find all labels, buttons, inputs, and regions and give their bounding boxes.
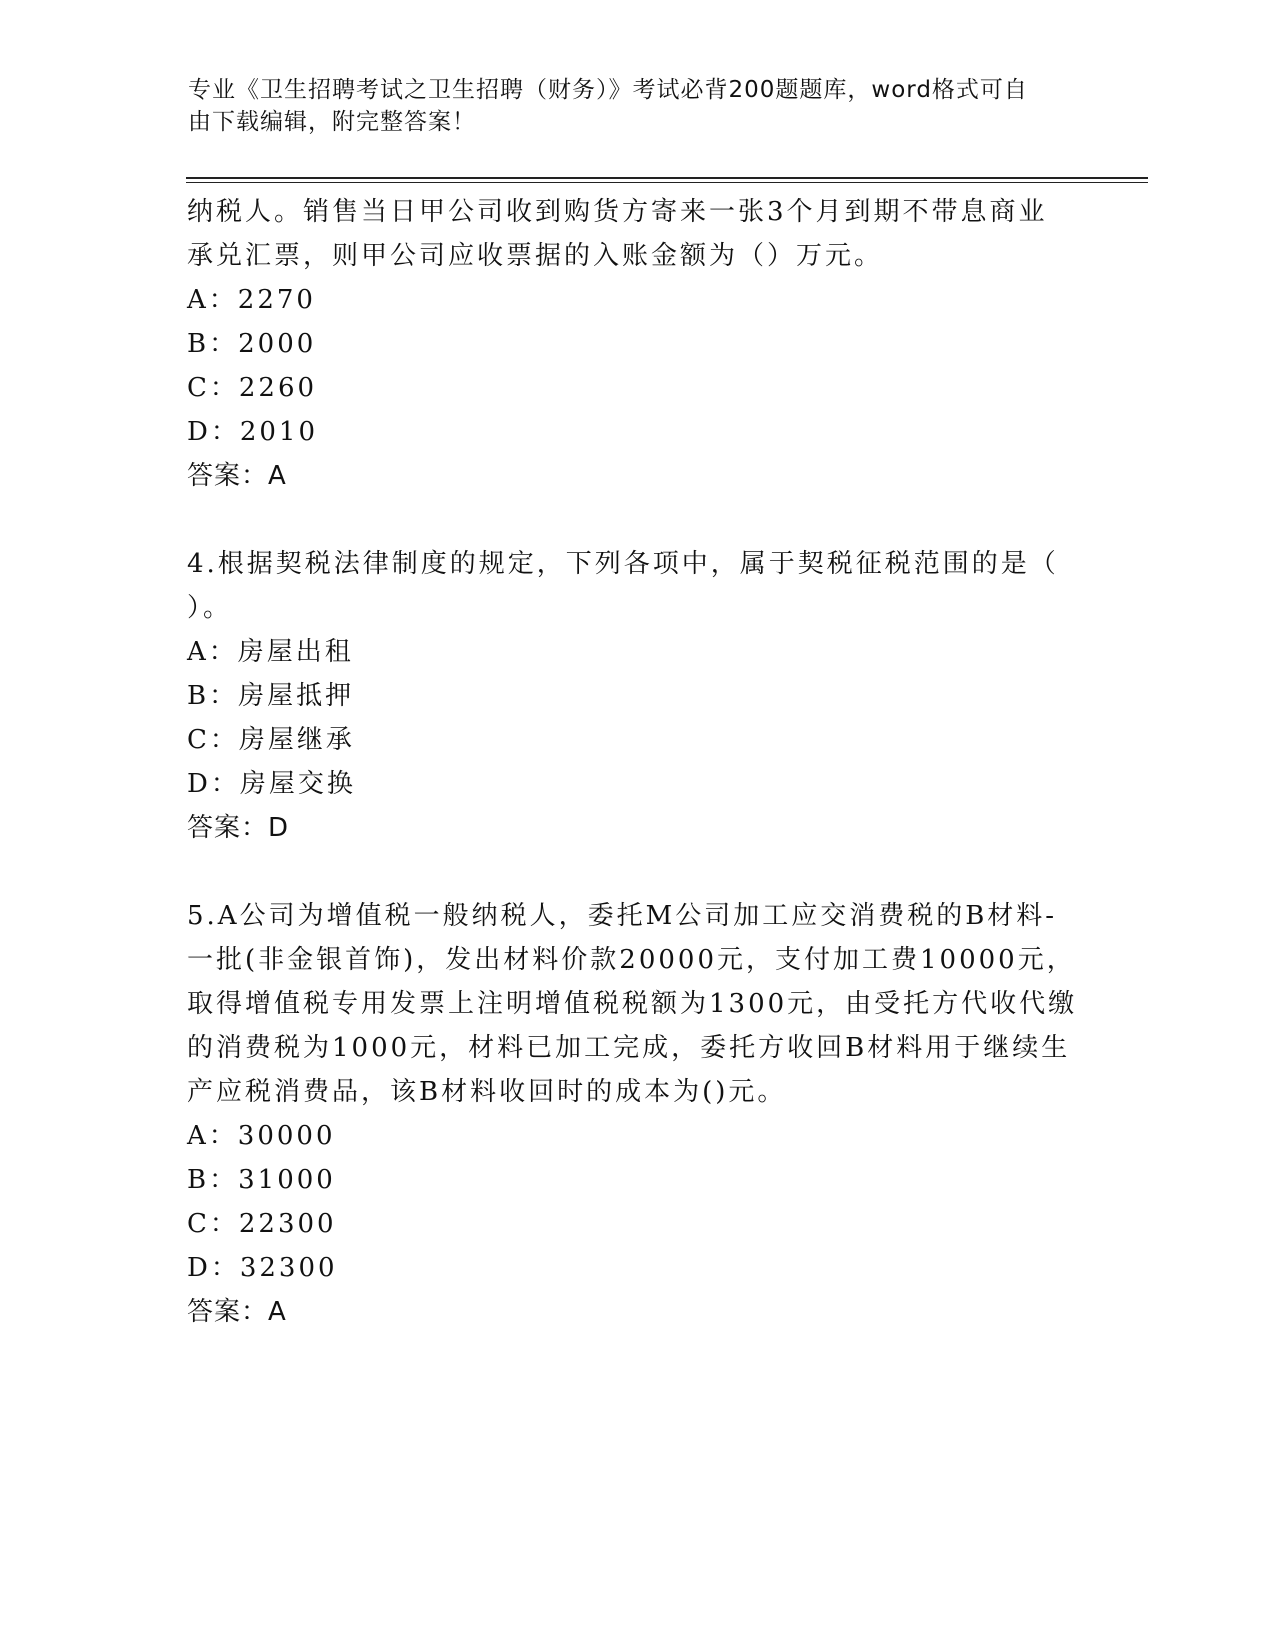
question-text-line: 承兑汇票，则甲公司应收票据的入账金额为（）万元。	[187, 241, 884, 271]
option-b: B：房屋抵押	[187, 681, 355, 711]
question-text-line: 的消费税为1000元，材料已加工完成，委托方收回B材料用于继续生	[187, 1033, 1071, 1063]
question-list	[187, 190, 1087, 1334]
question-text-line: ）。	[187, 593, 233, 623]
option-a: A：房屋出租	[187, 637, 354, 667]
option-d: D：2010	[187, 417, 319, 447]
option-c: C：22300	[187, 1209, 337, 1239]
answer-label: 答案：A	[187, 461, 287, 491]
question-4	[187, 542, 1087, 850]
option-d: D：32300	[187, 1253, 338, 1283]
question-text-line: 5.A公司为增值税一般纳税人，委托M公司加工应交消费税的B材料-	[187, 901, 1058, 931]
option-d: D：房屋交换	[187, 769, 356, 799]
document-header	[188, 74, 1068, 138]
question-text-line: 一批(非金银首饰)，发出材料价款20000元，支付加工费10000元，	[187, 945, 1076, 975]
question-5	[187, 894, 1087, 1334]
option-b: B：31000	[187, 1165, 336, 1195]
question-spacer	[187, 850, 1087, 894]
question-spacer	[187, 498, 1087, 542]
question-text-line: 产应税消费品，该B材料收回时的成本为()元。	[187, 1077, 787, 1107]
option-a: A：2270	[187, 285, 316, 315]
option-a: A：30000	[187, 1121, 336, 1151]
header-line-1: 专业《卫生招聘考试之卫生招聘（财务）》考试必背200题题库，word格式可自	[188, 77, 1028, 103]
question-text-line: 纳税人。销售当日甲公司收到购货方寄来一张3个月到期不带息商业	[187, 197, 1048, 227]
header-rule-thick	[186, 177, 1148, 179]
answer-label: 答案：D	[187, 813, 290, 843]
header-line-2: 由下载编辑，附完整答案！	[188, 109, 476, 135]
answer-label: 答案：A	[187, 1297, 287, 1327]
question-text-line: 取得增值税专用发票上注明增值税税额为1300元，由受托方代收代缴	[187, 989, 1078, 1019]
option-c: C：房屋继承	[187, 725, 355, 755]
question-3	[187, 190, 1087, 498]
option-b: B：2000	[187, 329, 317, 359]
question-text-line: 4.根据契税法律制度的规定，下列各项中，属于契税征税范围的是（	[187, 549, 1059, 579]
header-rule-thin	[186, 182, 1148, 183]
option-c: C：2260	[187, 373, 318, 403]
